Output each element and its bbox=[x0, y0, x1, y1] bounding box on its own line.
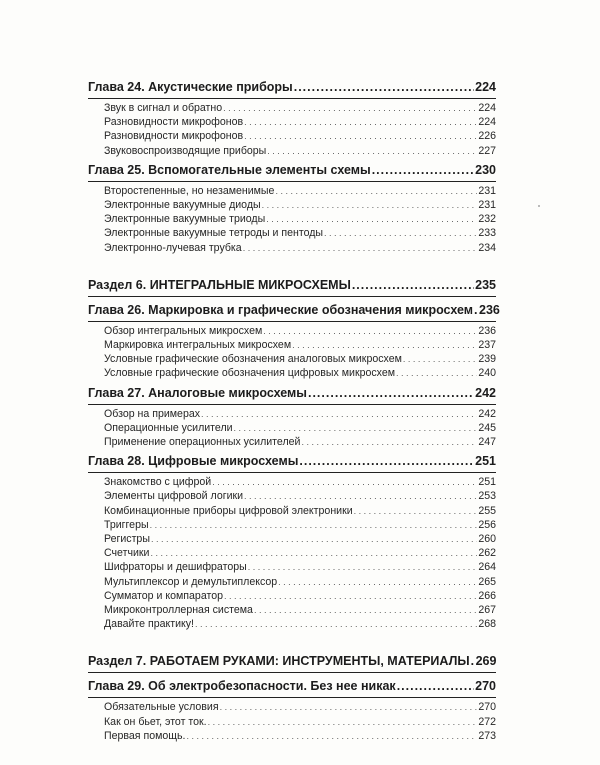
toc-entry-page-number: 251 bbox=[478, 476, 496, 489]
toc-entry[interactable] bbox=[88, 489, 496, 503]
toc-entry-page-number: 231 bbox=[478, 199, 496, 212]
toc-entry-page-number: 231 bbox=[478, 184, 496, 197]
toc-entry-page-number: 247 bbox=[478, 436, 496, 449]
toc-chapter bbox=[88, 678, 496, 743]
dot-leader bbox=[195, 617, 477, 631]
toc-entry[interactable] bbox=[88, 324, 496, 338]
toc-entry-page-number: 233 bbox=[478, 227, 496, 240]
toc-entry[interactable] bbox=[88, 729, 496, 743]
table-of-contents bbox=[88, 79, 500, 765]
chapter-heading-title: Глава 27. Аналоговые микросхемы bbox=[88, 385, 307, 400]
toc-entry-page-number: 239 bbox=[478, 353, 496, 366]
section-heading-page-number: 269 bbox=[475, 654, 497, 669]
dot-leader bbox=[301, 435, 477, 449]
toc-chapter bbox=[88, 302, 500, 381]
toc-entry[interactable] bbox=[88, 589, 496, 603]
dot-leader bbox=[352, 277, 474, 294]
toc-entry-title: Применение операционных усилителей bbox=[104, 436, 301, 449]
chapter-heading[interactable] bbox=[88, 453, 496, 473]
toc-entry-title: Комбинационные приборы цифровой электроники bbox=[104, 504, 353, 517]
section-heading[interactable] bbox=[88, 277, 496, 297]
toc-entry[interactable] bbox=[88, 700, 496, 714]
chapter-heading[interactable] bbox=[88, 79, 496, 99]
dot-leader bbox=[254, 603, 477, 617]
toc-entry-page-number: 232 bbox=[478, 213, 496, 226]
dot-leader bbox=[262, 198, 478, 212]
toc-chapter bbox=[88, 385, 496, 450]
dot-leader bbox=[244, 489, 477, 503]
toc-entry[interactable] bbox=[88, 603, 496, 617]
toc-entry-title: Триггеры bbox=[104, 518, 149, 531]
toc-entry-page-number: 268 bbox=[478, 618, 496, 631]
chapter-heading[interactable] bbox=[88, 385, 496, 405]
toc-chapter bbox=[88, 79, 496, 158]
toc-entry[interactable] bbox=[88, 115, 496, 129]
dot-leader bbox=[266, 212, 477, 226]
toc-entry-title: Обязательные условия bbox=[104, 701, 219, 714]
toc-entry-title: Звуковоспроизводящие приборы bbox=[104, 144, 267, 157]
toc-entry-page-number: 255 bbox=[478, 504, 496, 517]
dot-leader bbox=[212, 475, 477, 489]
dot-leader bbox=[324, 226, 477, 240]
dot-leader bbox=[474, 302, 478, 319]
toc-entry[interactable] bbox=[88, 518, 496, 532]
toc-entry[interactable] bbox=[88, 504, 496, 518]
chapter-heading-page-number: 236 bbox=[479, 302, 500, 317]
chapter-heading-page-number: 230 bbox=[475, 162, 496, 177]
toc-entry[interactable] bbox=[88, 226, 496, 240]
dot-leader bbox=[244, 115, 477, 129]
toc-entry-title: Операционные усилители bbox=[104, 421, 233, 434]
toc-entry-page-number: 260 bbox=[478, 533, 496, 546]
toc-entry[interactable] bbox=[88, 184, 496, 198]
toc-entry-page-number: 270 bbox=[478, 701, 496, 714]
dot-leader bbox=[243, 241, 478, 255]
dot-leader bbox=[275, 184, 477, 198]
toc-entry[interactable] bbox=[88, 575, 496, 589]
toc-entry-title: Звук в сигнал и обратно bbox=[104, 102, 223, 114]
dot-leader bbox=[208, 715, 478, 729]
toc-section bbox=[88, 653, 496, 743]
chapter-heading[interactable] bbox=[88, 678, 496, 698]
toc-entry-title: Микроконтроллерная система bbox=[104, 604, 253, 617]
toc-entry-title: Счетчики bbox=[104, 547, 150, 560]
toc-entry-page-number: 253 bbox=[478, 490, 496, 503]
dot-leader bbox=[186, 729, 477, 743]
toc-entry[interactable] bbox=[88, 366, 496, 380]
toc-entry-page-number: 224 bbox=[478, 116, 496, 129]
toc-entry-page-number: 237 bbox=[478, 339, 496, 352]
dot-leader bbox=[299, 453, 474, 470]
dot-leader bbox=[308, 385, 474, 402]
toc-entry-page-number: 245 bbox=[478, 421, 496, 434]
dot-leader bbox=[396, 366, 477, 380]
toc-section bbox=[88, 277, 500, 632]
toc-entry-title: Маркировка интегральных микросхем bbox=[104, 339, 292, 352]
toc-entry[interactable] bbox=[88, 532, 496, 546]
section-heading-page-number: 235 bbox=[475, 277, 496, 292]
toc-section bbox=[88, 79, 496, 255]
chapter-heading-title: Глава 26. Маркировка и графические обозначения микросхем bbox=[88, 302, 474, 317]
chapter-heading-page-number: 242 bbox=[475, 385, 496, 400]
toc-entry-page-number: 272 bbox=[478, 715, 496, 728]
toc-chapter bbox=[88, 453, 496, 631]
toc-entry-title: Сумматор и компаратор bbox=[104, 589, 223, 602]
toc-entry[interactable] bbox=[88, 198, 496, 212]
chapter-heading-title: Глава 25. Вспомогательные элементы схемы bbox=[88, 162, 371, 177]
dot-leader bbox=[150, 546, 477, 560]
toc-entry-page-number: 264 bbox=[478, 561, 496, 574]
toc-entry-title: Знакомство с цифрой bbox=[104, 476, 212, 489]
toc-entry-title: Первая помощь. bbox=[104, 729, 186, 742]
dot-leader bbox=[263, 324, 477, 338]
dot-leader bbox=[201, 407, 477, 421]
toc-entry-page-number: 267 bbox=[478, 604, 496, 617]
toc-entry-page-number: 266 bbox=[478, 589, 496, 602]
toc-entry[interactable] bbox=[88, 435, 496, 449]
toc-entry-title: Условные графические обозначения цифровых микросхем bbox=[104, 367, 396, 380]
dot-leader bbox=[223, 101, 477, 115]
toc-entry[interactable] bbox=[88, 617, 496, 631]
chapter-heading-page-number: 224 bbox=[475, 80, 496, 94]
toc-entry-page-number: 265 bbox=[478, 575, 496, 588]
chapter-heading-page-number: 270 bbox=[475, 679, 496, 694]
toc-entry-title: Мультиплексор и демультиплексор bbox=[104, 575, 278, 588]
toc-entry-title: Условные графические обозначения аналоговых микросхем bbox=[104, 353, 402, 366]
toc-entry-title: Обзор на примерах bbox=[104, 407, 201, 420]
toc-entry-page-number: 256 bbox=[478, 518, 496, 531]
toc-entry-page-number: 242 bbox=[478, 407, 496, 420]
toc-entry[interactable] bbox=[88, 546, 496, 560]
toc-entry-title: Элементы цифровой логики bbox=[104, 490, 244, 503]
toc-entry[interactable] bbox=[88, 560, 496, 574]
toc-entry[interactable] bbox=[88, 715, 496, 729]
toc-entry-title: Электронные вакуумные триоды bbox=[104, 213, 266, 226]
toc-entry[interactable] bbox=[88, 407, 496, 421]
toc-entry-title: Как он бьет, этот ток. bbox=[104, 715, 207, 728]
toc-chapter bbox=[88, 162, 496, 255]
toc-entry-page-number: 227 bbox=[478, 144, 496, 157]
toc-entry-page-number: 226 bbox=[478, 130, 496, 143]
dot-leader bbox=[397, 678, 474, 695]
page-edge-mark bbox=[538, 205, 540, 207]
toc-entry[interactable] bbox=[88, 475, 496, 489]
chapter-heading-title: Глава 29. Об электробезопасности. Без нее никак bbox=[88, 679, 396, 694]
dot-leader bbox=[248, 560, 478, 574]
toc-entry-title: Шифраторы и дешифраторы bbox=[104, 561, 247, 574]
chapter-heading-title: Глава 28. Цифровые микросхемы bbox=[88, 454, 299, 469]
toc-entry-page-number: 273 bbox=[478, 729, 496, 742]
dot-leader bbox=[372, 162, 474, 179]
section-heading-title: Раздел 7. РАБОТАЕМ РУКАМИ: ИНСТРУМЕНТЫ, МАТЕРИАЛЫ bbox=[88, 654, 470, 669]
toc-entry[interactable] bbox=[88, 338, 496, 352]
toc-entry-title: Электронные вакуумные тетроды и пентоды bbox=[104, 227, 324, 240]
toc-entry-title: Давайте практику! bbox=[104, 618, 194, 631]
chapter-heading-title: Глава 24. Акустические приборы bbox=[88, 80, 293, 94]
toc-entry[interactable] bbox=[88, 352, 496, 366]
toc-entry-title: Регистры bbox=[104, 533, 150, 546]
dot-leader bbox=[471, 653, 475, 670]
toc-entry-title: Обзор интегральных микросхем bbox=[104, 324, 263, 337]
toc-entry-title: Электронные вакуумные диоды bbox=[104, 199, 261, 212]
dot-leader bbox=[403, 352, 477, 366]
toc-entry[interactable] bbox=[88, 144, 496, 158]
toc-entry[interactable] bbox=[88, 241, 496, 255]
toc-entry-title: Разновидности микрофонов bbox=[104, 130, 244, 143]
toc-entry[interactable] bbox=[88, 129, 496, 143]
dot-leader bbox=[292, 338, 477, 352]
toc-entry-page-number: 224 bbox=[478, 102, 496, 114]
toc-entry[interactable] bbox=[88, 421, 496, 435]
toc-entry-page-number: 236 bbox=[478, 324, 496, 337]
section-heading[interactable] bbox=[88, 653, 496, 673]
toc-entry-title: Второстепенные, но незаменимые bbox=[104, 184, 275, 197]
section-heading-title: Раздел 6. ИНТЕГРАЛЬНЫЕ МИКРОСХЕМЫ bbox=[88, 277, 351, 292]
dot-leader bbox=[150, 518, 478, 532]
dot-leader bbox=[151, 532, 477, 546]
toc-entry-page-number: 262 bbox=[478, 547, 496, 560]
toc-entry[interactable] bbox=[88, 212, 496, 226]
dot-leader bbox=[224, 589, 477, 603]
dot-leader bbox=[294, 79, 474, 96]
toc-entry-title: Электронно-лучевая трубка bbox=[104, 241, 242, 254]
chapter-heading[interactable] bbox=[88, 162, 496, 182]
toc-entry[interactable] bbox=[88, 101, 496, 115]
dot-leader bbox=[278, 575, 477, 589]
toc-entry-page-number: 240 bbox=[478, 367, 496, 380]
dot-leader bbox=[234, 421, 478, 435]
chapter-heading[interactable] bbox=[88, 302, 500, 322]
toc-entry-page-number: 234 bbox=[478, 241, 496, 254]
dot-leader bbox=[220, 700, 478, 714]
dot-leader bbox=[354, 504, 478, 518]
dot-leader bbox=[267, 144, 477, 158]
chapter-heading-page-number: 251 bbox=[475, 454, 496, 469]
dot-leader bbox=[244, 129, 477, 143]
toc-entry-title: Разновидности микрофонов bbox=[104, 116, 244, 129]
